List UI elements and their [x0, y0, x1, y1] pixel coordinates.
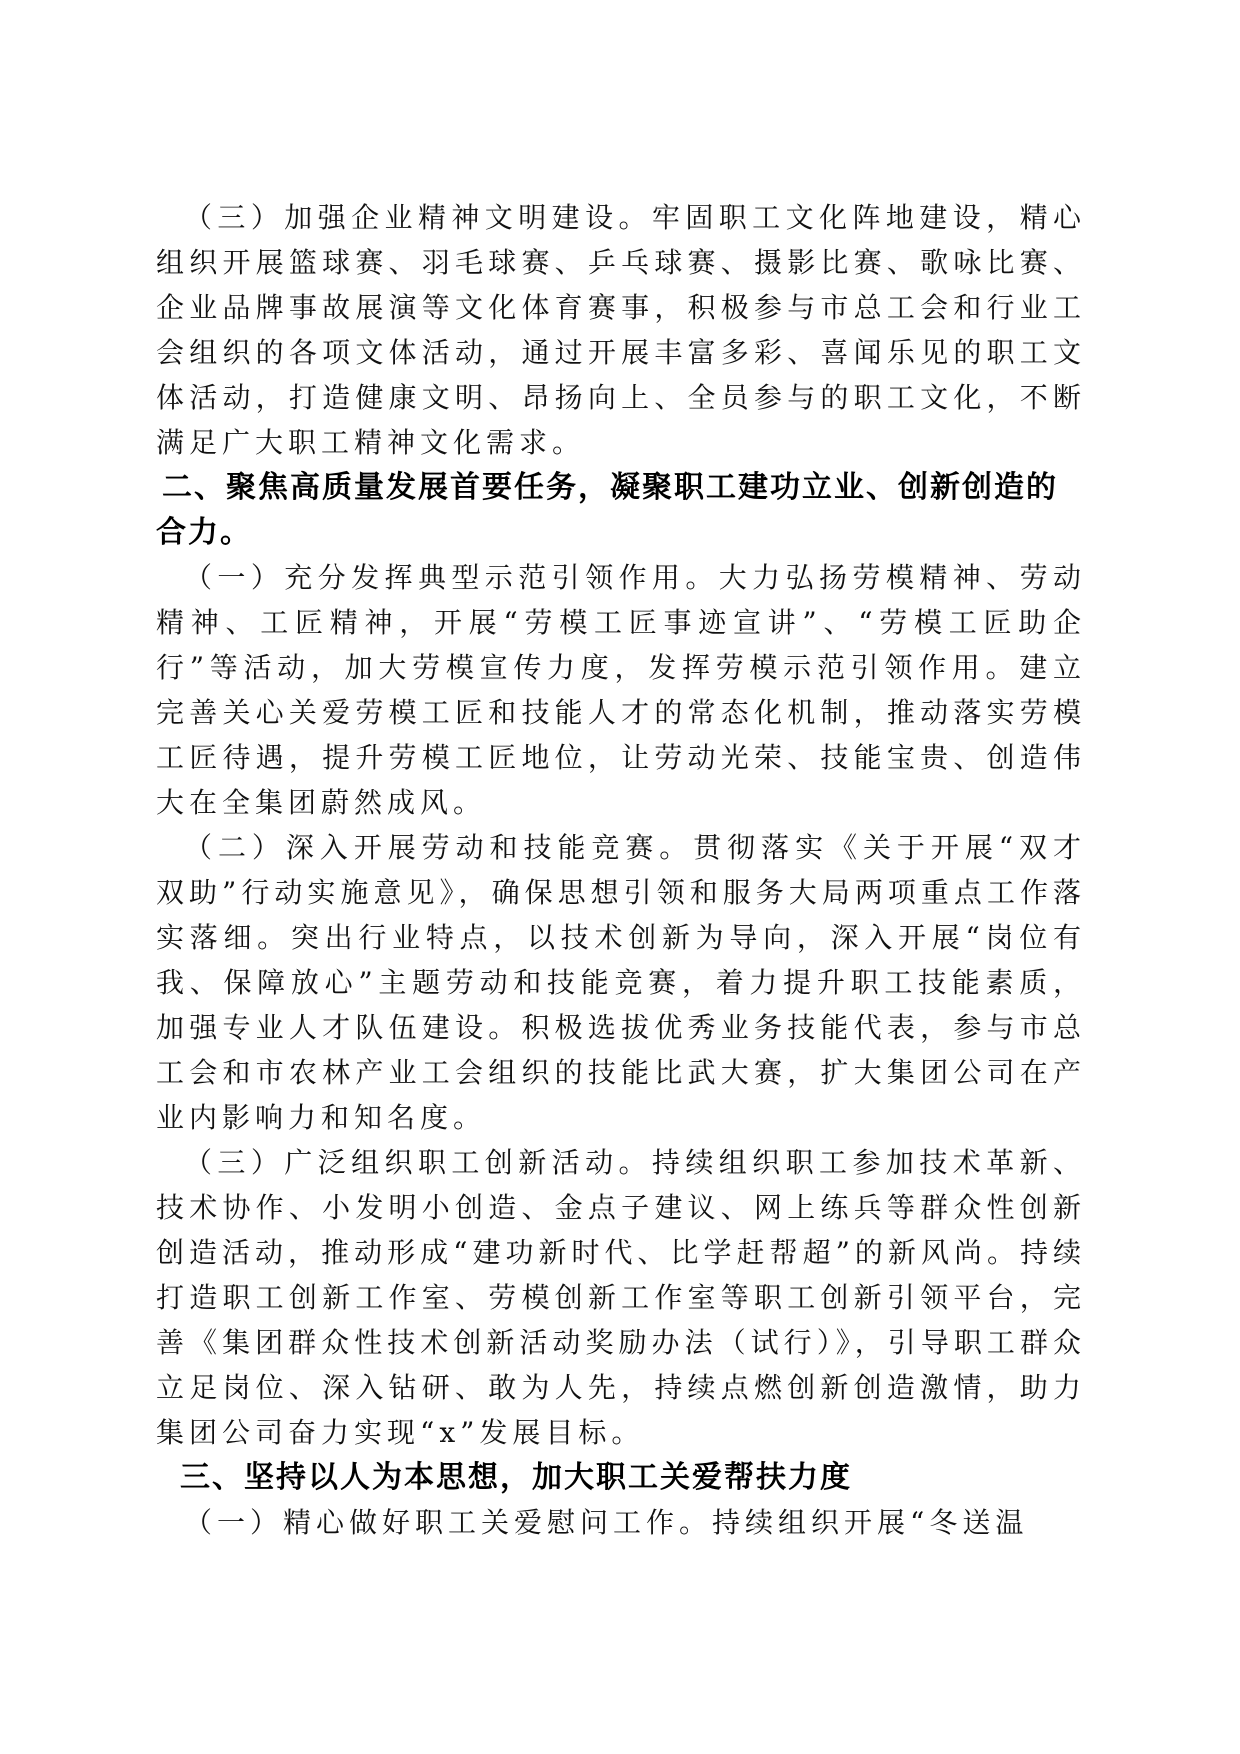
paragraph-skill-competition: （二）深入开展劳动和技能竞赛。贯彻落实《关于开展“双才双助”行动实施意见》，确保思想引领和服务大局两项重点工作落实落细。突出行业特点，以技术创新为导向，深入开展“岗位有我、保障放心”主题劳动和技能竞赛，着力提升职工技能素质，加强专业人才队伍建设。积极选拔优秀业务技能代表，参与市总工会和市农林产业工会组织的技能比武大赛，扩大集团公司在产业内影响力和知名度。 — [156, 831, 1086, 1134]
document-body — [156, 195, 1086, 1545]
paragraph-care-work: （一）精心做好职工关爱慰问工作。持续组织开展“冬送温 — [184, 1506, 1029, 1539]
section-heading-three: 三、坚持以人为本思想，加大职工关爱帮扶力度 — [180, 1460, 852, 1495]
paragraph-model-workers: （一）充分发挥典型示范引领作用。大力弘扬劳模精神、劳动精神、工匠精神，开展“劳模工匠事迹宣讲”、“劳模工匠助企行”等活动，加大劳模宣传力度，发挥劳模示范引领作用。建立完善关心关爱劳模工匠和技能人才的常态化机制，推动落实劳模工匠待遇，提升劳模工匠地位，让劳动光荣、技能宝贵、创造伟大在全集团蔚然成风。 — [156, 561, 1086, 819]
section-heading-two: 二、聚焦高质量发展首要任务，凝聚职工建功立业、创新创造的合力。 — [156, 470, 1058, 550]
paragraph-culture-building: （三）加强企业精神文明建设。牢固职工文化阵地建设，精心组织开展篮球赛、羽毛球赛、乒乓球赛、摄影比赛、歌咏比赛、企业品牌事故展演等文化体育赛事，积极参与市总工会和行业工会组织的各项文体活动，通过开展丰富多彩、喜闻乐见的职工文体活动，打造健康文明、昂扬向上、全员参与的职工文化，不断满足广大职工精神文化需求。 — [156, 201, 1086, 459]
paragraph-innovation-activities: （三）广泛组织职工创新活动。持续组织职工参加技术革新、技术协作、小发明小创造、金点子建议、网上练兵等群众性创新创造活动，推动形成“建功新时代、比学赶帮超”的新风尚。持续打造职工创新工作室、劳模创新工作室等职工创新引领平台，完善《集团群众性技术创新活动奖励办法（试行）》，引导职工群众立足岗位、深入钻研、敢为人先，持续点燃创新创造激情，助力集团公司奋力实现“x”发展目标。 — [156, 1146, 1086, 1449]
